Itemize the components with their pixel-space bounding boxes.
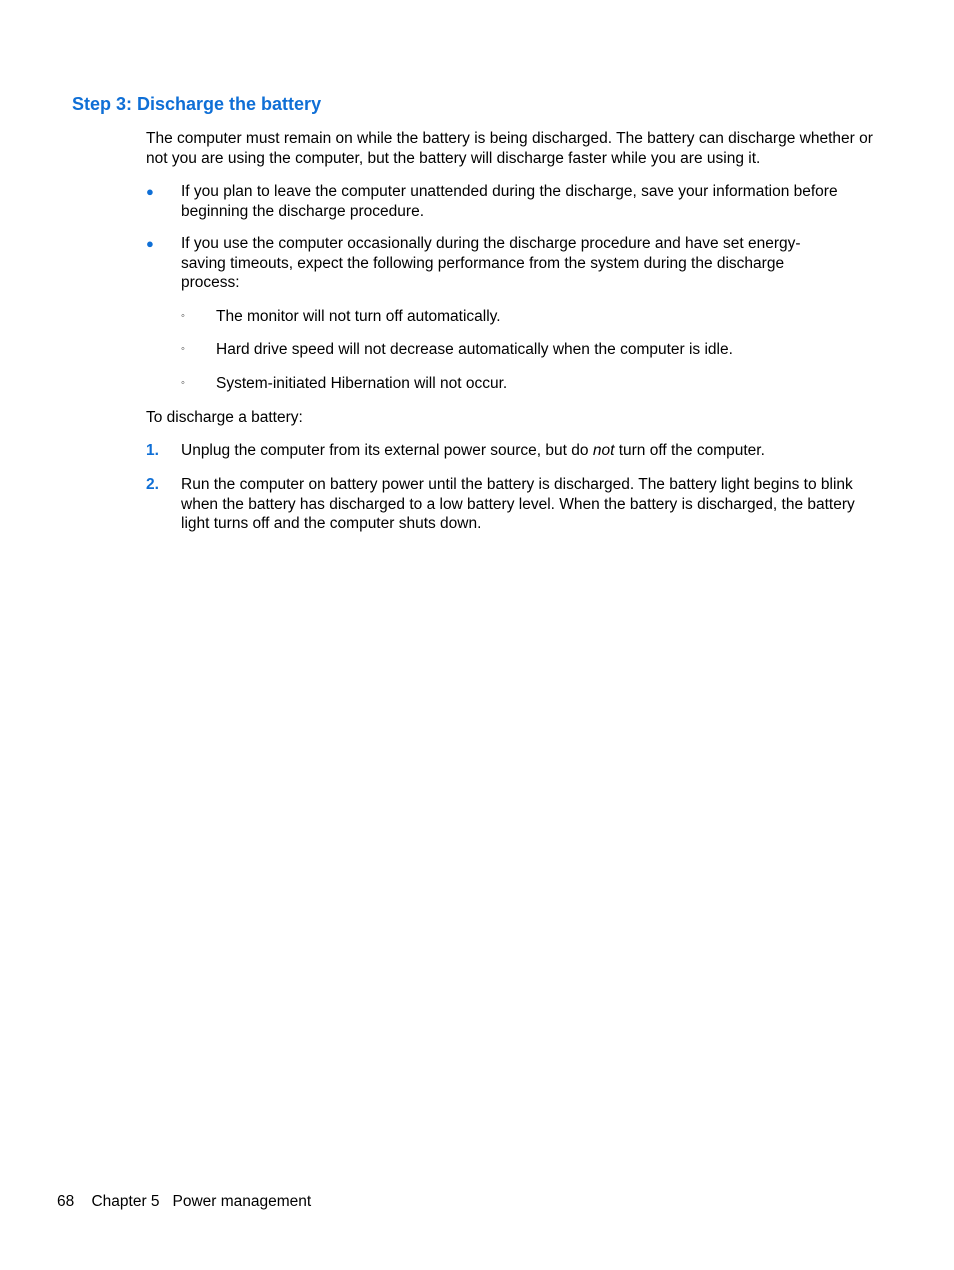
page-number: 68 xyxy=(57,1193,75,1210)
chapter-title: Power management xyxy=(172,1193,312,1210)
sub-bullet-icon: ◦ xyxy=(181,310,185,322)
bullet-icon: ● xyxy=(146,236,154,251)
page-footer xyxy=(57,1192,311,1211)
step-text: Run the computer on battery power until the battery is discharged. The battery light begins to blink when the battery has discharged to a low battery level. When the battery is discharged, the battery light turns off and the computer shuts down. xyxy=(181,476,855,532)
list-item-text: If you use the computer occasionally during the discharge procedure and have set energy-saving timeouts, expect the following performance from the system during the discharge process: xyxy=(181,235,801,291)
sub-list-item-text: The monitor will not turn off automatically. xyxy=(216,308,501,325)
step-text xyxy=(181,441,876,461)
step-number: 2. xyxy=(146,476,159,493)
step-text-emphasis: not xyxy=(592,442,615,459)
intro-paragraph: The computer must remain on while the battery is being discharged. The battery can discharge whether or not you are using the computer, but the battery will discharge faster while you are using it. xyxy=(146,130,873,167)
sub-bullet-icon: ◦ xyxy=(181,343,185,355)
chapter-label: Chapter 5 xyxy=(91,1193,160,1210)
step-text-before: Unplug the computer from its external power source, but do xyxy=(181,442,593,459)
steps-intro: To discharge a battery: xyxy=(146,409,303,426)
step-number: 1. xyxy=(146,442,159,459)
sub-list-item-text: System-initiated Hibernation will not occur. xyxy=(216,375,508,392)
sub-bullet-icon: ◦ xyxy=(181,377,185,389)
bullet-icon: ● xyxy=(146,184,154,199)
list-item-text: If you plan to leave the computer unattended during the discharge, save your information before beginning the discharge procedure. xyxy=(181,183,838,220)
section-heading: Step 3: Discharge the battery xyxy=(72,94,322,114)
sub-list-item-text: Hard drive speed will not decrease automatically when the computer is idle. xyxy=(216,341,733,358)
step-text-after: turn off the computer. xyxy=(614,442,765,459)
